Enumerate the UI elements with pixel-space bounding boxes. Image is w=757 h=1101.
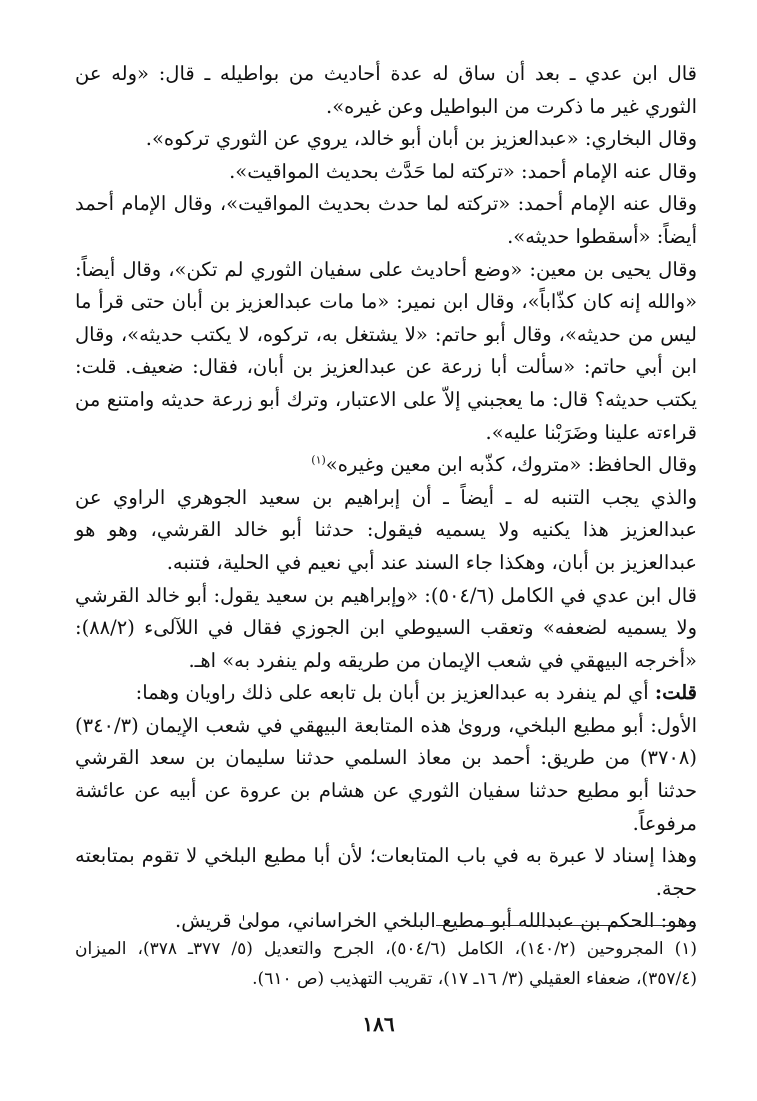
paragraph-first-follower: الأول: أبو مطيع البلخي، وروىٰ هذه المتابعة البيهقي في شعب الإيمان (٣٤٠/٣) (٣٧٠٨) من طريق: أحمد بن معاذ السلمي حدثنا سليمان بن سعد القرشي حدثنا أبو مطيع حدثنا سفيان الثوري عن هشام بن عروة عن أبيه عن عائشة مرفوعاً.	[75, 713, 697, 835]
paragraph-hafiz	[75, 449, 697, 482]
paragraph-ahmad-2: وقال عنه الإمام أحمد: «تركته لما حدث بحديث المواقيت»، وقال الإمام أحمد أيضاً: «أسقطوا حديثه».	[75, 192, 697, 248]
paragraph-tanbih: والذي يجب التنبه له ـ أيضاً ـ أن إبراهيم بن سعيد الجوهري الراوي عن عبدالعزيز هذا يكنيه ولا يسميه فيقول: حدثنا أبو خالد القرشي، وهو هو عبدالعزيز بن أبان، وهكذا جاء السند عند أبي نعيم في الحلية، فتنبه.	[75, 485, 697, 574]
footnote-reference: (١)	[311, 453, 326, 467]
footnotes	[75, 934, 697, 994]
page-body	[75, 58, 697, 938]
footnote-divider	[436, 925, 696, 926]
qult-label: قلت:	[654, 681, 697, 705]
page-number: ١٨٦	[362, 1012, 395, 1036]
paragraph-hafiz-text: وقال الحافظ: «متروك، كذّبه ابن معين وغيره»	[325, 453, 697, 477]
paragraph-ibn-main: وقال يحيى بن معين: «وضع أحاديث على سفيان الثوري لم تكن»، وقال أيضاً: «والله إنه كان كذّاباً»، وقال ابن نمير: «ما مات عبدالعزيز بن أبان حتى قرأ ما ليس من حديثه»، وقال أبو حاتم: «لا يشتغل به، تركوه، لا يكتب حديثه»، وقال ابن أبي حاتم: «سألت أبا زرعة عن عبدالعزيز بن أبان، فقال: ضعيف. قلت: يكتب حديثه؟ قال: ما يعجبني إلاّ على الاعتبار، وترك أبو زرعة حديثه وامتنع من قراءته علينا وضَرَبْنا عليه».	[75, 257, 697, 444]
footnote-1: (١) المجروحين (١٤٠/٢)، الكامل (٥٠٤/٦)، الجرح والتعديل (٥/ ٣٧٧ـ ٣٧٨)، الميزان (٣٥٧/٤)، ضعفاء العقيلي (٣/ ١٦ـ ١٧)، تقريب التهذيب (ص ٦١٠).	[75, 939, 698, 989]
paragraph-ibn-adi-batil: قال ابن عدي ـ بعد أن ساق له عدة أحاديث من بواطيله ـ قال: «وله عن الثوري غير ما ذكرت من البواطيل وعن غيره».	[75, 62, 697, 118]
main-text	[75, 58, 697, 938]
paragraph-ahmad-1: وقال عنه الإمام أحمد: «تركته لما حَدَّث بحديث المواقيت».	[229, 159, 697, 183]
paragraph-hakam: وهو: الحكم بن عبدالله أبو مطيع البلخي الخراساني، مولىٰ قريش.	[175, 909, 697, 933]
paragraph-qult	[75, 677, 697, 710]
paragraph-bukhari: وقال البخاري: «عبدالعزيز بن أبان أبو خالد، يروي عن الثوري تركوه».	[145, 127, 697, 151]
paragraph-kamil: قال ابن عدي في الكامل (٥٠٤/٦): «وإبراهيم بن سعيد يقول: أبو خالد القرشي ولا يسميه لضعفه» وتعقب السيوطي ابن الجوزي فقال في اللآلىء (٨٨/٢): «أخرجه البيهقي في شعب الإيمان من طريقه ولم ينفرد به» اهـ.	[75, 583, 697, 672]
qult-text: أي لم ينفرد به عبدالعزيز بن أبان بل تابعه على ذلك راويان وهما:	[135, 681, 649, 705]
paragraph-isnad: وهذا إسناد لا عبرة به في باب المتابعات؛ لأن أبا مطيع البلخي لا تقوم بمتابعته حجة.	[75, 844, 697, 900]
